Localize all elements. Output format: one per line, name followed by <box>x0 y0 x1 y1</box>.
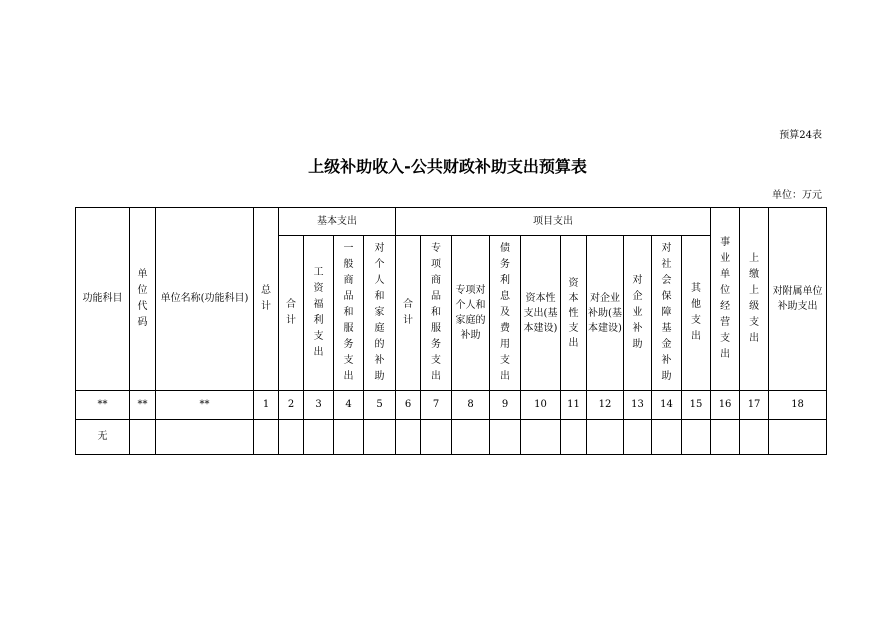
budget-table <box>75 207 827 455</box>
header-unit-code: 单位代码 <box>130 208 156 391</box>
header-group-basic: 基本支出 <box>279 208 396 236</box>
header-upper-payment: 上缴上级支出 <box>740 208 769 391</box>
header-unit-name: 单位名称(功能科目) <box>156 208 254 391</box>
header-project-social-fund: 对社会保障基金补助 <box>652 236 682 391</box>
header-project-capital: 资本性支出 <box>561 236 587 391</box>
header-group-project: 项目支出 <box>396 208 711 236</box>
header-project-other: 其他支出 <box>682 236 711 391</box>
header-basic-total: 合计 <box>279 236 304 391</box>
header-project-personal: 专项对个人和家庭的补助 <box>452 236 490 391</box>
page-title: 上级补助收入-公共财政补助支出预算表 <box>308 157 587 176</box>
header-project-enterprise: 对企业补助 <box>624 236 652 391</box>
header-project-goods: 专项商品和服务支出 <box>421 236 452 391</box>
unit-label: 单位：万元 <box>772 190 822 201</box>
header-total: 总计 <box>254 208 279 391</box>
header-basic-personal: 对个人和家庭的补助 <box>364 236 396 391</box>
table-row: ** ** ** 1 2 3 4 5 6 7 8 9 10 11 12 13 14 15 16 17 18 <box>76 391 827 420</box>
header-attached-subsidy: 对附属单位补助支出 <box>769 208 827 391</box>
table-row <box>76 420 827 455</box>
header-project-enterprise-build: 对企业补助(基本建设) <box>587 236 624 391</box>
header-basic-goods: 一般商品和服务支出 <box>334 236 364 391</box>
header-project-capital-build: 资本性支出(基本建设) <box>521 236 561 391</box>
table-number: 预算24表 <box>779 130 822 141</box>
data-cell: 无 <box>76 420 130 455</box>
header-business-expense: 事业单位经营支出 <box>711 208 740 391</box>
header-basic-wages: 工资福利支出 <box>304 236 334 391</box>
header-project-total: 合计 <box>396 236 421 391</box>
header-func-subject: 功能科目 <box>76 208 130 391</box>
header-project-debt: 债务利息及费用支出 <box>490 236 521 391</box>
